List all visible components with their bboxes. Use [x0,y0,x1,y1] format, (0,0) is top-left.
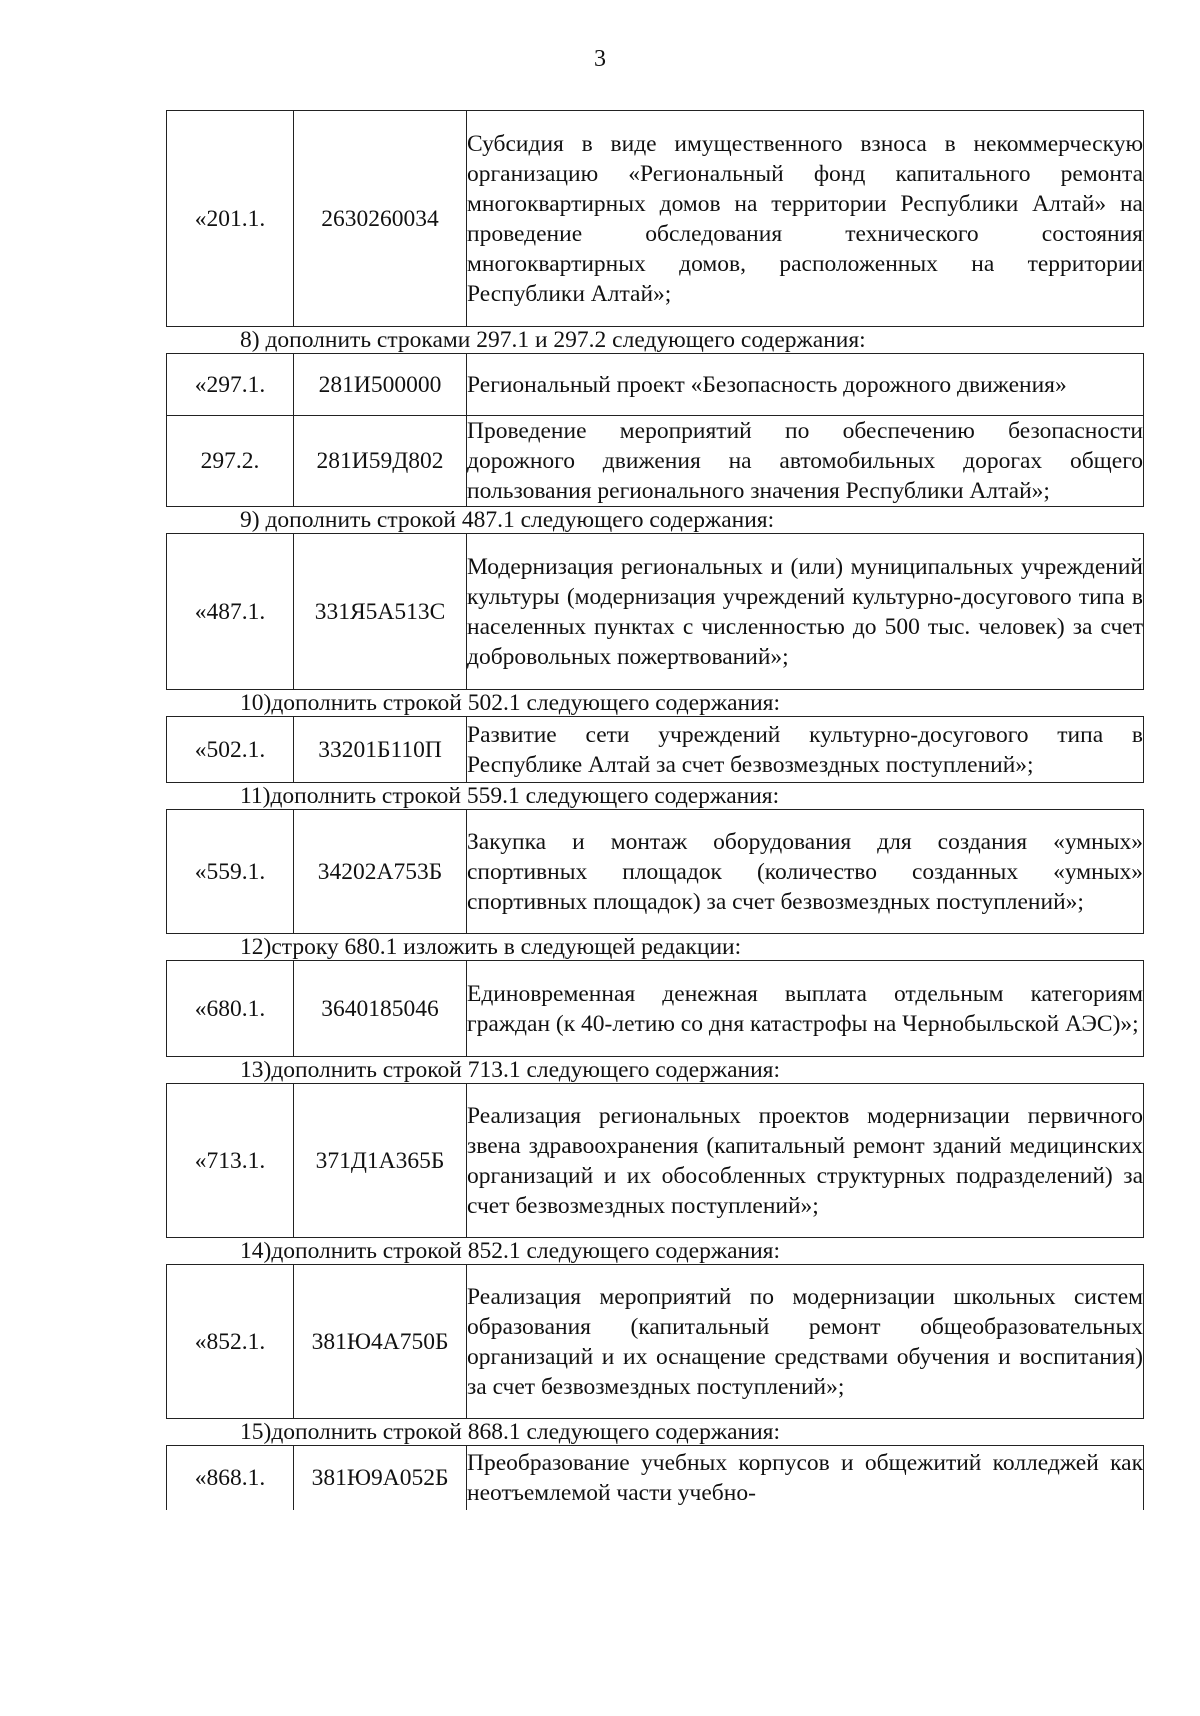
row-code: 2630260034 [294,111,467,327]
amendment-item-14: 14)дополнить строкой 852.1 следующего содержания: [240,1238,780,1264]
row-description: Преобразование учебных корпусов и общежитий колледжей как неотъемлемой части учебно- [467,1446,1144,1510]
row-description: Реализация региональных проектов модернизации первичного звена здравоохранения (капитальный ремонт зданий медицинских организаций и их обособленных структурных подразделений) за счет безвозмездных поступлений»; [467,1084,1144,1238]
row-description: Проведение мероприятий по обеспечению безопасности дорожного движения на автомобильных дорогах общего пользования регионального значения Республики Алтай»; [467,416,1144,507]
table-row-502-1 [166,716,1144,783]
amendment-item-11: 11)дополнить строкой 559.1 следующего содержания: [240,783,780,809]
row-number: «680.1. [167,961,294,1057]
amendment-item-13: 13)дополнить строкой 713.1 следующего содержания: [240,1057,780,1083]
table-row [167,354,1144,416]
row-description: Закупка и монтаж оборудования для создания «умных» спортивных площадок (количество созданных «умных» спортивных площадок) за счет безвозмездных поступлений»; [467,810,1144,934]
row-number: «868.1. [167,1446,294,1510]
amendment-item-12: 12)строку 680.1 изложить в следующей редакции: [240,934,742,960]
table-row-487-1 [166,533,1144,690]
page-number: 3 [594,46,606,72]
row-code: 371Д1А365Б [294,1084,467,1238]
table-row [167,810,1144,934]
row-code: 3640185046 [294,961,467,1057]
row-description: Модернизация региональных и (или) муниципальных учреждений культуры (модернизация учреждений культурно-досугового типа в населенных пунктах с численностью до 500 тыс. человек) за счет добровольных пожертвований»; [467,534,1144,690]
amendment-item-8: 8) дополнить строками 297.1 и 297.2 следующего содержания: [240,327,866,353]
row-description: Развитие сети учреждений культурно-досугового типа в Республике Алтай за счет безвозмездных поступлений»; [467,717,1144,783]
row-description: Региональный проект «Безопасность дорожного движения» [467,354,1144,416]
table-row [167,534,1144,690]
row-code: 381Ю9А052Б [294,1446,467,1510]
row-number: «559.1. [167,810,294,934]
document-body [166,110,1144,1510]
row-description: Единовременная денежная выплата отдельным категориям граждан (к 40-летию со дня катастрофы на Чернобыльской АЭС)»; [467,961,1144,1057]
row-number: «502.1. [167,717,294,783]
row-code: 33201Б110П [294,717,467,783]
table-row-868-1 [166,1445,1144,1510]
table-rows-297 [166,353,1144,507]
row-number: «713.1. [167,1084,294,1238]
row-code: 34202А753Б [294,810,467,934]
amendment-item-15: 15)дополнить строкой 868.1 следующего содержания: [240,1419,780,1445]
amendment-item-9: 9) дополнить строкой 487.1 следующего содержания: [240,507,775,533]
table-row-559-1 [166,809,1144,934]
row-code: 281И59Д802 [294,416,467,507]
row-code: 331Я5А513С [294,534,467,690]
row-description: Субсидия в виде имущественного взноса в некоммерческую организацию «Региональный фонд капитального ремонта многоквартирных домов на территории Республики Алтай» на проведение обследования технического состояния многоквартирных домов, расположенных на территории Республики Алтай»; [467,111,1144,327]
table-row [167,416,1144,507]
table-row [167,1084,1144,1238]
table-row [167,717,1144,783]
row-number: «487.1. [167,534,294,690]
row-number: «852.1. [167,1265,294,1419]
row-description: Реализация мероприятий по модернизации школьных систем образования (капитальный ремонт общеобразовательных организаций и их оснащение средствами обучения и воспитания) за счет безвозмездных поступлений»; [467,1265,1144,1419]
row-number: 297.2. [167,416,294,507]
row-number: «201.1. [167,111,294,327]
amendment-item-10: 10)дополнить строкой 502.1 следующего содержания: [240,690,780,716]
table-row-713-1 [166,1083,1144,1238]
table-row [167,1446,1144,1510]
table-row-852-1 [166,1264,1144,1419]
table-row [167,961,1144,1057]
row-code: 381Ю4А750Б [294,1265,467,1419]
table-row [167,111,1144,327]
table-row-201-1 [166,110,1144,327]
row-number: «297.1. [167,354,294,416]
row-code: 281И500000 [294,354,467,416]
table-row [167,1265,1144,1419]
table-row-680-1 [166,960,1144,1057]
